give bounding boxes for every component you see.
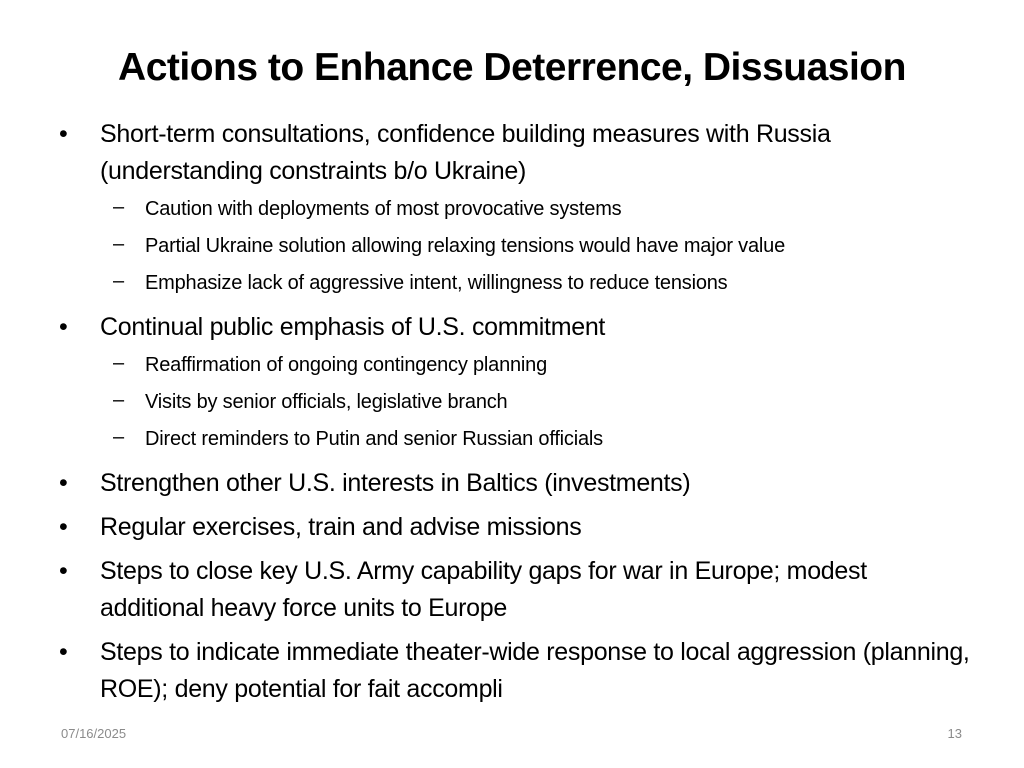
sub-bullet-item xyxy=(56,384,976,421)
bullet-item xyxy=(56,634,976,708)
slide-title: Actions to Enhance Deterrence, Dissuasion xyxy=(118,46,906,89)
sub-bullet-text: Partial Ukraine solution allowing relaxing tensions would have major value xyxy=(145,235,785,257)
bullet-text: Continual public emphasis of U.S. commitment xyxy=(100,313,606,341)
bullet-text: Steps to close key U.S. Army capability gaps for war in Europe; modest additional heavy force units to Europe xyxy=(100,557,867,622)
dash-icon: – xyxy=(113,352,124,374)
sub-bullet-item xyxy=(56,265,976,302)
bullet-text: Strengthen other U.S. interests in Baltics (investments) xyxy=(100,469,691,497)
bullet-text: Short-term consultations, confidence building measures with Russia (understanding constraints b/o Ukraine) xyxy=(100,120,831,185)
bullet-icon: • xyxy=(59,120,68,148)
sub-bullet-item xyxy=(56,421,976,458)
bullet-icon: • xyxy=(59,557,68,585)
sub-bullet-list xyxy=(56,347,976,458)
bullet-icon: • xyxy=(59,313,68,341)
bullet-item xyxy=(56,553,976,627)
sub-bullet-item xyxy=(56,228,976,265)
dash-icon: – xyxy=(113,233,124,255)
bullet-item xyxy=(56,309,976,458)
dash-icon: – xyxy=(113,270,124,292)
sub-bullet-text: Emphasize lack of aggressive intent, willingness to reduce tensions xyxy=(145,272,728,294)
bullet-item xyxy=(56,116,976,302)
sub-bullet-item xyxy=(56,191,976,228)
footer-date: 07/16/2025 xyxy=(61,726,127,741)
slide-number: 13 xyxy=(947,726,962,741)
sub-bullet-item xyxy=(56,347,976,384)
sub-bullet-text: Caution with deployments of most provocative systems xyxy=(145,198,622,220)
dash-icon: – xyxy=(113,389,124,411)
bullet-icon: • xyxy=(59,638,68,666)
bullet-icon: • xyxy=(59,469,68,497)
bullet-item xyxy=(56,509,976,546)
bullet-icon: • xyxy=(59,513,68,541)
bullet-text: Regular exercises, train and advise missions xyxy=(100,513,582,541)
bullet-list xyxy=(56,116,976,708)
dash-icon: – xyxy=(113,426,124,448)
sub-bullet-text: Reaffirmation of ongoing contingency planning xyxy=(145,354,548,376)
dash-icon: – xyxy=(113,196,124,218)
bullet-text: Steps to indicate immediate theater-wide response to local aggression (planning, ROE); deny potential for fait accompli xyxy=(100,638,970,703)
sub-bullet-text: Visits by senior officials, legislative branch xyxy=(145,391,508,413)
bullet-item xyxy=(56,465,976,502)
sub-bullet-list xyxy=(56,191,976,302)
sub-bullet-text: Direct reminders to Putin and senior Russian officials xyxy=(145,428,603,450)
